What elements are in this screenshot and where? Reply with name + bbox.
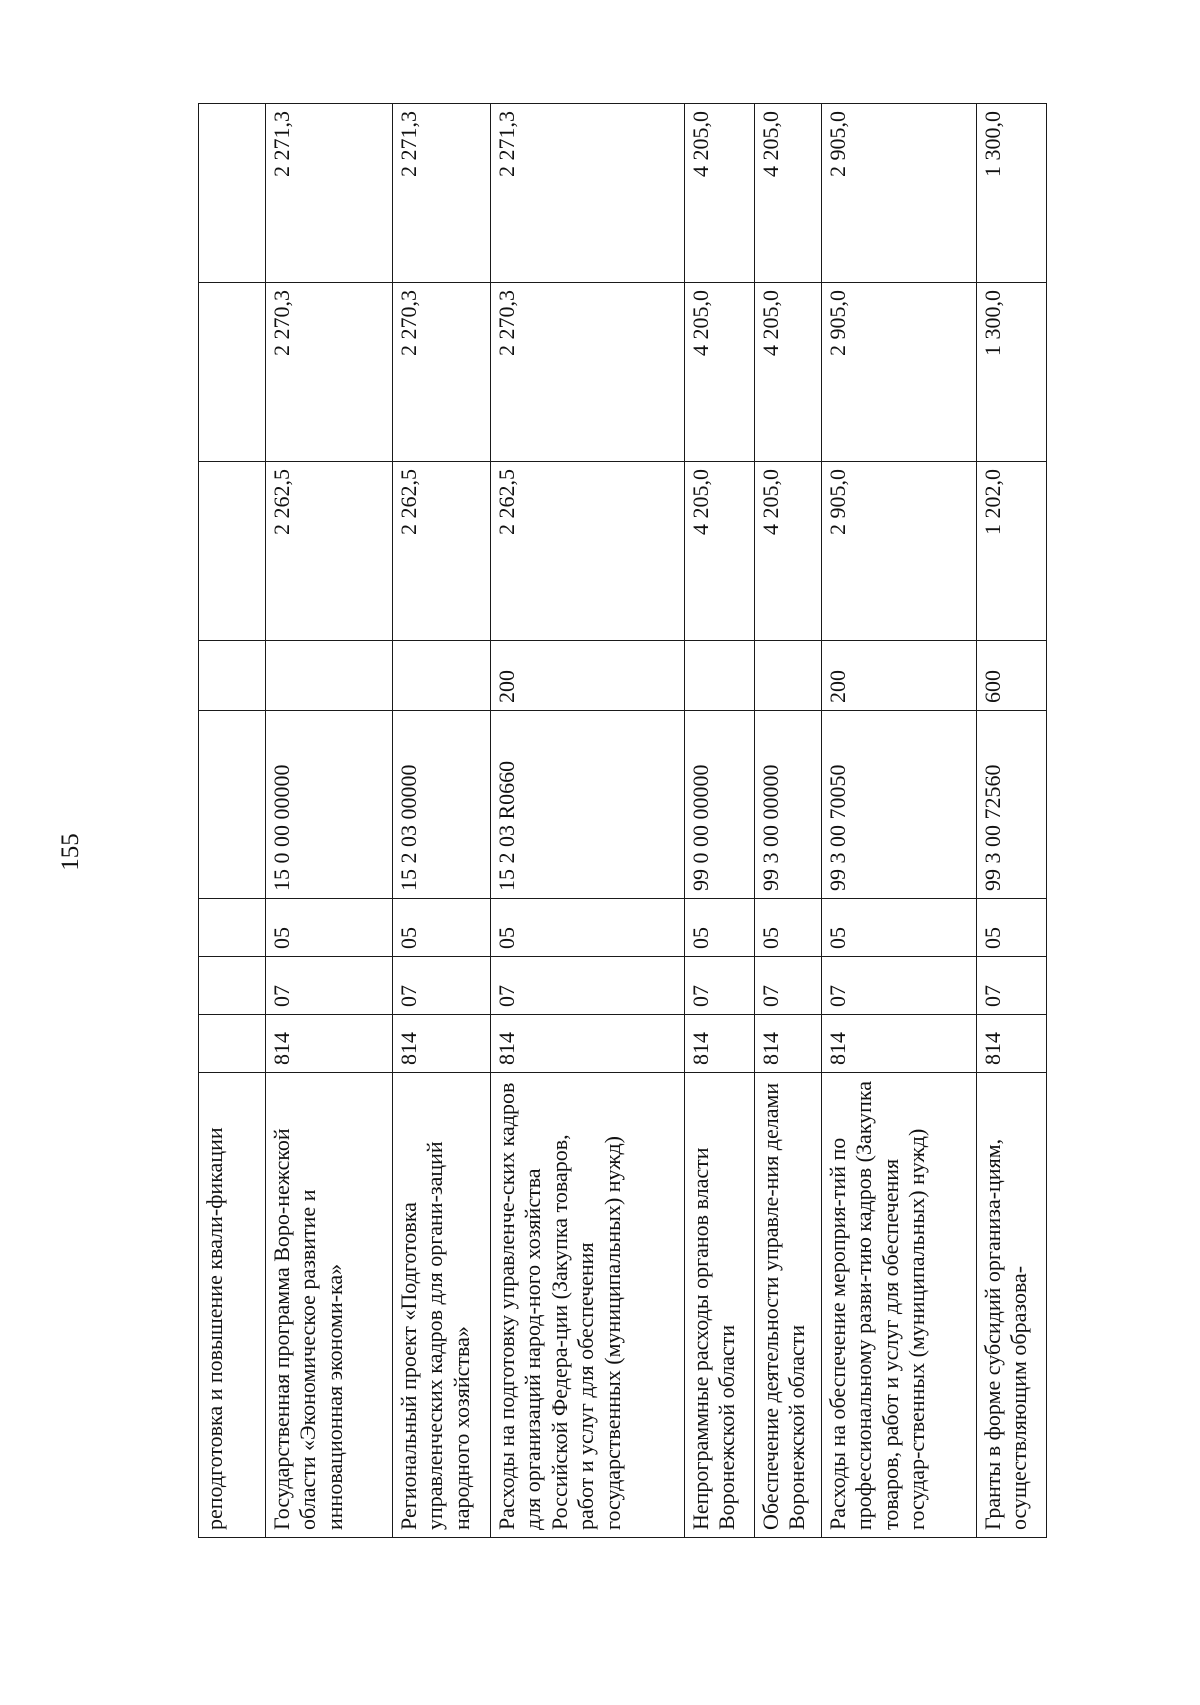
cell-name: Расходы на подготовку управленче-ских кадров для организаций народ-ного хозяйства Российской Федера-ции (Закупка товаров, работ и услуг для обеспечения государственных (муниципальных) нужд) [491, 1073, 685, 1538]
table-row [266, 104, 393, 1538]
cell-csr: 15 0 00 00000 [266, 711, 393, 899]
cell-pr: 05 [685, 899, 755, 957]
table-row [199, 104, 266, 1538]
cell-amount-3: 4 205,0 [685, 104, 755, 283]
cell-vr: 600 [977, 641, 1047, 711]
cell-amount-3: 2 271,3 [491, 104, 685, 283]
cell-amount-1: 2 262,5 [266, 462, 393, 641]
cell-rz: 07 [977, 957, 1047, 1015]
cell-gr: 814 [822, 1015, 977, 1073]
cell-rz: 07 [755, 957, 822, 1015]
cell-amount-1: 2 262,5 [393, 462, 491, 641]
cell-rz [199, 957, 266, 1015]
cell-gr: 814 [755, 1015, 822, 1073]
cell-rz: 07 [491, 957, 685, 1015]
cell-csr: 99 0 00 00000 [685, 711, 755, 899]
cell-name: Гранты в форме субсидий организа-циям, осуществляющим образова- [977, 1073, 1047, 1538]
table-row [755, 104, 822, 1538]
cell-amount-2: 2 270,3 [491, 283, 685, 462]
cell-csr: 99 3 00 00000 [755, 711, 822, 899]
cell-vr [393, 641, 491, 711]
cell-pr [199, 899, 266, 957]
cell-vr [755, 641, 822, 711]
cell-pr: 05 [491, 899, 685, 957]
table-row [977, 104, 1047, 1538]
cell-amount-2 [199, 283, 266, 462]
cell-amount-3: 1 300,0 [977, 104, 1047, 283]
cell-name: Расходы на обеспечение мероприя-тий по профессиональному разви-тию кадров (Закупка товаров, работ и услуг для обеспечения государ-ственных (муниципальных) нужд) [822, 1073, 977, 1538]
table-row [393, 104, 491, 1538]
cell-amount-2: 2 270,3 [393, 283, 491, 462]
cell-rz: 07 [393, 957, 491, 1015]
cell-csr: 99 3 00 72560 [977, 711, 1047, 899]
cell-vr [199, 641, 266, 711]
cell-rz: 07 [266, 957, 393, 1015]
cell-amount-1 [199, 462, 266, 641]
cell-gr: 814 [266, 1015, 393, 1073]
cell-gr [199, 1015, 266, 1073]
cell-amount-3: 2 271,3 [266, 104, 393, 283]
cell-amount-2: 1 300,0 [977, 283, 1047, 462]
cell-amount-3: 2 271,3 [393, 104, 491, 283]
cell-name: Региональный проект «Подготовка управленческих кадров для органи-заций народного хозяйства» [393, 1073, 491, 1538]
cell-amount-3 [199, 104, 266, 283]
cell-gr: 814 [491, 1015, 685, 1073]
cell-amount-1: 2 905,0 [822, 462, 977, 641]
page-number: 155 [57, 833, 84, 871]
cell-csr: 15 2 03 00000 [393, 711, 491, 899]
cell-pr: 05 [822, 899, 977, 957]
cell-rz: 07 [822, 957, 977, 1015]
cell-name: Обеспечение деятельности управле-ния делами Воронежской области [755, 1073, 822, 1538]
table-row [822, 104, 977, 1538]
cell-pr: 05 [977, 899, 1047, 957]
cell-amount-1: 2 262,5 [491, 462, 685, 641]
cell-amount-2: 2 905,0 [822, 283, 977, 462]
cell-name: Государственная программа Воро-нежской области «Экономическое развитие и инновационная экономи-ка» [266, 1073, 393, 1538]
cell-csr [199, 711, 266, 899]
cell-amount-2: 4 205,0 [755, 283, 822, 462]
cell-name: реподготовка и повышение квали-фикации [199, 1073, 266, 1538]
cell-rz: 07 [685, 957, 755, 1015]
cell-pr: 05 [755, 899, 822, 957]
cell-vr [266, 641, 393, 711]
cell-amount-2: 2 270,3 [266, 283, 393, 462]
cell-amount-3: 2 905,0 [822, 104, 977, 283]
table-row [685, 104, 755, 1538]
cell-amount-1: 4 205,0 [685, 462, 755, 641]
cell-amount-1: 1 202,0 [977, 462, 1047, 641]
cell-vr [685, 641, 755, 711]
table-row [491, 104, 685, 1538]
cell-pr: 05 [266, 899, 393, 957]
cell-gr: 814 [977, 1015, 1047, 1073]
cell-pr: 05 [393, 899, 491, 957]
budget-table [198, 103, 1047, 1538]
rotated-table-wrapper [198, 104, 1046, 1538]
cell-gr: 814 [393, 1015, 491, 1073]
cell-amount-3: 4 205,0 [755, 104, 822, 283]
cell-amount-2: 4 205,0 [685, 283, 755, 462]
cell-name: Непрограммные расходы органов власти Воронежской области [685, 1073, 755, 1538]
cell-amount-1: 4 205,0 [755, 462, 822, 641]
cell-csr: 99 3 00 70050 [822, 711, 977, 899]
cell-csr: 15 2 03 R0660 [491, 711, 685, 899]
cell-gr: 814 [685, 1015, 755, 1073]
cell-vr: 200 [491, 641, 685, 711]
cell-vr: 200 [822, 641, 977, 711]
